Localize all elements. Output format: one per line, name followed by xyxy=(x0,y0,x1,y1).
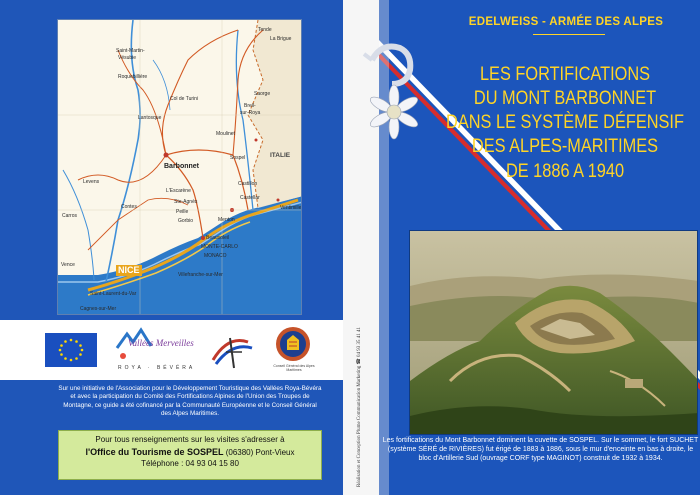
map-label-lantosque: Lantosque xyxy=(138,115,162,121)
barbonnet-aerial-photo xyxy=(409,230,698,435)
map-label-saint-laurent: Saint-Laurent-du-Var xyxy=(90,291,137,297)
map-label-tende: Tende xyxy=(258,27,272,33)
map-label-italie: ITALIE xyxy=(270,152,291,159)
map-label-levens: Levens xyxy=(83,179,100,185)
map-label-gorbio: Gorbio xyxy=(178,218,194,224)
title-line-4: DES ALPES-MARITIMES xyxy=(471,136,659,158)
map-label-beausoleil: Beausoleil xyxy=(206,235,230,241)
map-label-carros: Carros xyxy=(62,213,78,219)
map-label-monaco: MONACO xyxy=(204,253,227,259)
map-label-lescarene: L'Escarène xyxy=(166,188,191,194)
map-label-ste-agnes: Ste-Agnès xyxy=(174,199,198,205)
map-label-ventimiglia: Ventimille xyxy=(280,205,302,211)
info-phone: Téléphone : 04 93 04 15 80 xyxy=(141,458,239,468)
title-line-5: DE 1886 A 1940 xyxy=(505,160,625,182)
troupes-montagne-logo xyxy=(208,330,258,372)
tourism-info-box xyxy=(58,430,322,480)
info-line-1: Pour tous renseignements sur les visites s'adresser à xyxy=(95,435,285,444)
title-underline xyxy=(533,34,605,35)
spine-credit-text: Réalisation et Conception Plume Communication Marketing ☎ 04 93 35 41 41 xyxy=(357,327,362,487)
map-label-sospel: Sospel xyxy=(230,155,246,161)
title-line-1: LES FORTIFICATIONS xyxy=(479,64,651,85)
intro-paragraph: Sur une initiative de l'Association pour le Développement Touristique des Vallées Roya-Bévéra et avec la participation du Comité des Fortifications Alpines de l'Union des Troupes de Montagne, ce guide a été cofinancé par la Communauté Européenne et le Conseil Général des Alpes Maritimes. xyxy=(58,385,322,417)
tourism-office-address: (06380) Pont-Vieux xyxy=(223,447,295,457)
region-map xyxy=(57,19,302,315)
edelweiss-horn-emblem xyxy=(352,40,432,160)
map-label-la-brigue: La Brigue xyxy=(270,36,292,42)
eu-flag-logo xyxy=(45,333,97,367)
main-title xyxy=(445,63,686,184)
map-label-roquebilliere: Roquebillière xyxy=(118,74,148,80)
title-line-2: DU MONT BARBONNET xyxy=(473,88,657,110)
map-label-sur-roya: sur-Roya xyxy=(240,110,261,116)
map-label-peille: Peille xyxy=(176,209,189,215)
map-label-barbonnet: Barbonnet xyxy=(164,163,199,170)
vallees-merveilles-text: Vallées Merveilles xyxy=(128,338,194,348)
map-label-vence: Vence xyxy=(61,262,75,268)
conseil-general-logo xyxy=(275,326,311,362)
title-line-3: DANS LE SYSTÈME DÉFENSIF xyxy=(446,112,684,134)
map-label-castillon: Castillon xyxy=(238,181,258,187)
map-label-cagnes: Cagnes-sur-Mer xyxy=(80,306,117,312)
series-title: EDELWEISS - ARMÉE DES ALPES xyxy=(468,16,664,28)
partner-logos xyxy=(0,320,350,380)
map-label-vesubie: Vésubie xyxy=(118,55,137,61)
tourism-office-name: l'Office du Tourisme de SOSPEL xyxy=(85,446,224,457)
roya-bevera-text: ROYA · BÉVÉRA xyxy=(118,365,196,371)
map-label-monte-carlo: MONTE-CARLO xyxy=(201,244,238,250)
map-label-menton: Menton xyxy=(218,217,235,223)
map-label-nice: NICE xyxy=(118,265,140,275)
map-label-breil: Breil- xyxy=(244,103,256,109)
map-label-castellar: Castellar xyxy=(240,195,260,201)
map-label-contes: Contes xyxy=(121,204,137,210)
map-label-villefranche: Villefranche-sur-Mer xyxy=(178,272,223,278)
map-label-saorge: Saorge xyxy=(254,91,271,97)
map-label-saint-martin: Saint-Martin- xyxy=(116,48,145,54)
map-label-moulinet: Moulinet xyxy=(216,131,235,137)
info-line-2 xyxy=(59,446,321,459)
map-label-col-de-turini: Col de Turini xyxy=(170,96,199,102)
photo-caption: Les fortifications du Mont Barbonnet dominent la cuvette de SOSPEL. Sur le sommet, le fort SUCHET (système SÉRÉ de RIVIÈRES) fut érigé de 1883 à 1886, sous le mur d'enceinte en bas à droite, le bloc d'Artillerie Sud (ouvrage CORF type MAGINOT) construit de 1932 à 1934. xyxy=(382,437,699,462)
conseil-general-text: Conseil Général des Alpes Maritimes xyxy=(273,364,315,373)
